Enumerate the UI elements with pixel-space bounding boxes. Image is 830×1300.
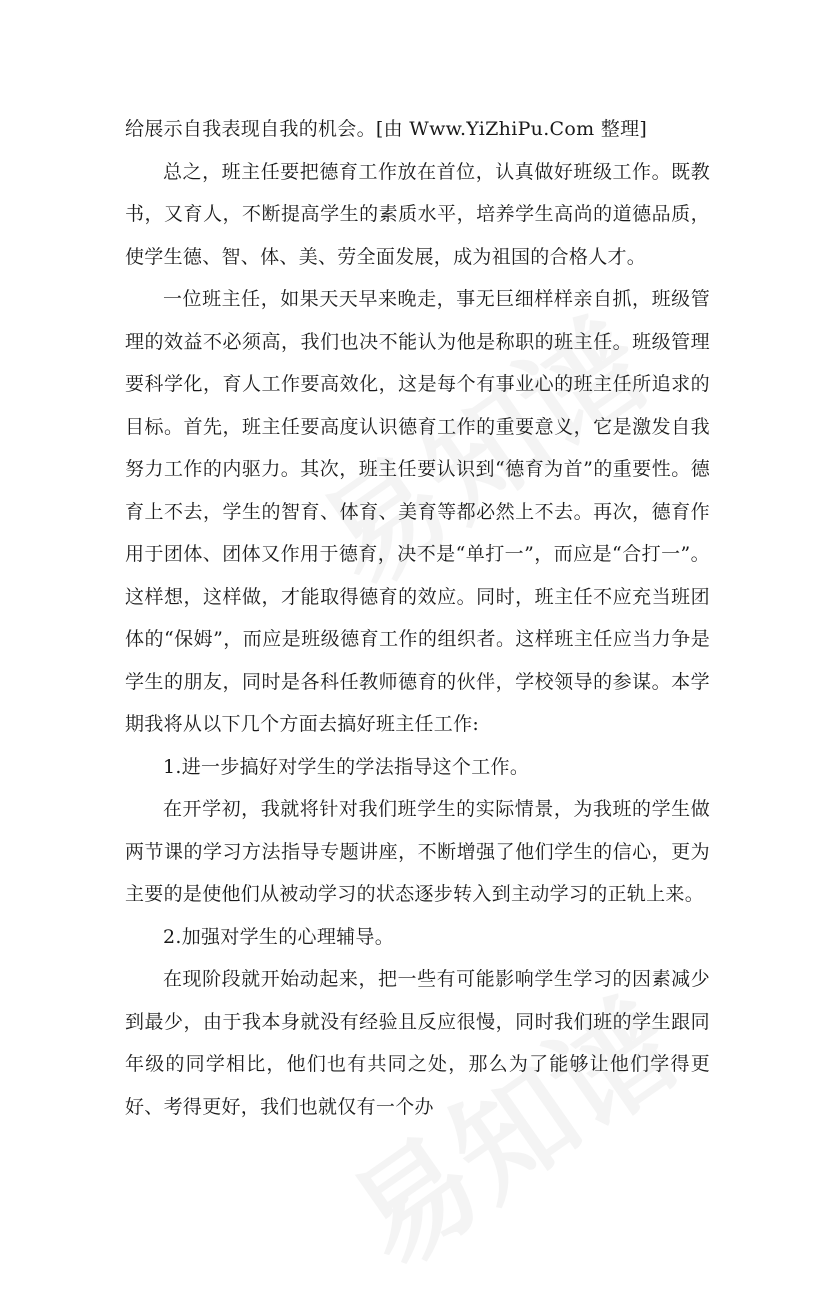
heading-item-2: 2.加强对学生的心理辅导。 <box>163 925 395 948</box>
paragraph-summary: 总之，班主任要把德育工作放在首位，认真做好班级工作。既教书，又育人，不断提高学生的素质水平，培养学生高尚的道德品质，使学生德、智、体、美、劳全面发展，成为祖国的合格人才。 <box>125 160 710 268</box>
document-body <box>125 108 710 1128</box>
paragraph-item-2: 在现阶段就开始动起来，把一些有可能影响学生学习的因素减少到最少，由于我本身就没有经验且反应很慢，同时我们班的学生跟同年级的同学相比，他们也有共同之处，那么为了能够让他们学得更好、考得更好，我们也就仅有一个办 <box>125 968 710 1118</box>
paragraph-continuation: 给展示自我表现自我的机会。[由 Www.YiZhiPu.Com 整理] <box>125 118 648 140</box>
heading-item-1: 1.进一步搞好对学生的学法指导这个工作。 <box>163 755 530 778</box>
paragraph-class-management: 一位班主任，如果天天早来晚走，事无巨细样样亲自抓，班级管理的效益不必须高，我们也决不能认为他是称职的班主任。班级管理要科学化，育人工作要高效化，这是每个有事业心的班主任所追求的目标。首先，班主任要高度认识德育工作的重要意义，它是激发自我努力工作的内驱力。其次，班主任要认识到“德育为首”的重要性。德育上不去，学生的智育、体育、美育等都必然上不去。再次，德育作用于团体、团体又作用于德育，决不是“单打一”，而应是“合打一”。这样想，这样做，才能取得德育的效应。同时，班主任不应充当班团体的“保姆”，而应是班级德育工作的组织者。这样班主任应当力争是学生的朋友，同时是各科任教师德育的伙伴，学校领导的参谋。本学期我将从以下几个方面去搞好班主任工作: <box>125 288 710 735</box>
paragraph-item-1: 在开学初，我就将针对我们班学生的实际情景，为我班的学生做两节课的学习方法指导专题讲座，不断增强了他们学生的信心，更为主要的是使他们从被动学习的状态逐步转入到主动学习的正轨上来。 <box>125 798 710 905</box>
